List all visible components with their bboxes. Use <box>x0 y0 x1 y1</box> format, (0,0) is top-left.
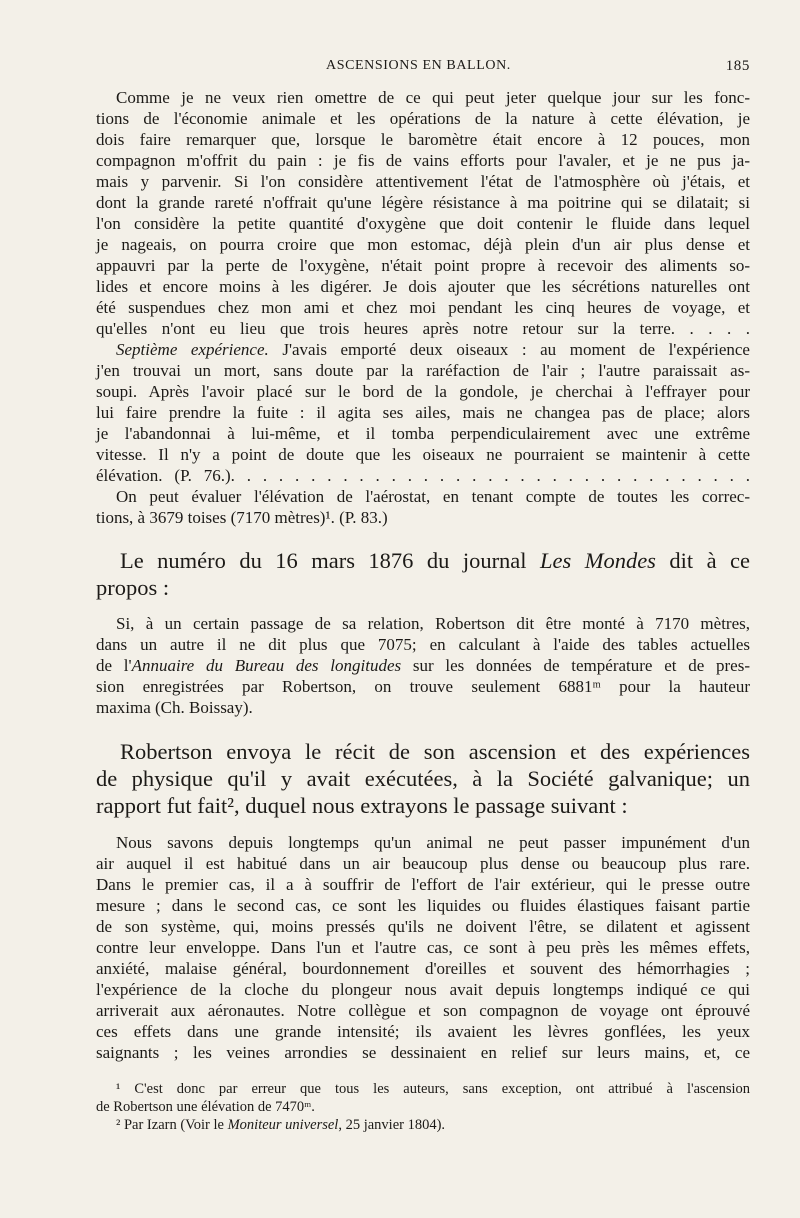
text-line: Robertson envoya le récit de son ascension et des expériences <box>120 739 750 764</box>
text-line: dois faire remarquer que, lorsque le baromètre était encore à 12 pouces, mon <box>96 130 750 149</box>
text-span: sur les données de température et de pres- <box>401 656 751 675</box>
text-line: lides et encore moins à les digérer. Je dois ajouter que les sécrétions naturelles ont <box>96 277 750 296</box>
text-line: vitesse. Il n'y a point de doute que les oiseaux ne pourraient se maintenir à cette <box>96 445 750 464</box>
experiment-title: Septième expérience. <box>116 340 269 359</box>
text-span: , 25 janvier 1804). <box>338 1117 446 1133</box>
text-line: l'expérience de la cloche du plongeur nous avait depuis longtemps indiqué ce qui <box>96 980 750 999</box>
text-span: ² Par Izarn (Voir le <box>116 1117 228 1133</box>
text-line: propos : <box>96 575 170 600</box>
text-line <box>96 547 750 574</box>
paragraph-1 <box>96 87 750 339</box>
text-line: élévation. (P. 76.). . . . . . . . . . . . . . . . . . . . . . . . . . . . . . . . . <box>96 466 750 485</box>
text-span: Le numéro du 16 mars 1876 du journal <box>120 548 540 573</box>
text-line: Comme je ne veux rien omettre de ce qui peut jeter quelque jour sur les fonc- <box>116 88 750 107</box>
text-line: arriverait aux aéronautes. Notre collègue et son compagnon de voyage ont éprouvé <box>96 1001 750 1020</box>
text-line: lui faire prendre la fuite : il agita ses ailes, mais ne changea pas de place; alors <box>96 403 750 422</box>
moniteur-title: Moniteur universel <box>227 1117 339 1133</box>
running-title: ASCENSIONS EN BALLON. <box>326 58 511 73</box>
text-line <box>96 655 750 676</box>
footnotes <box>96 1080 750 1134</box>
text-line: tions, à 3679 toises (7170 mètres)¹. (P. 83.) <box>96 508 388 527</box>
text-line: de physique qu'il y avait exécutées, à la Société galvanique; un <box>96 766 750 791</box>
text-line: Nous savons depuis longtemps qu'un animal ne peut passer impunément d'un <box>116 833 750 852</box>
footnote-1-cont: de Robertson une élévation de 7470ᵐ. <box>96 1099 315 1115</box>
text-line: rapport fut fait², duquel nous extrayons le passage suivant : <box>96 793 628 818</box>
footnote-2 <box>96 1116 750 1134</box>
text-line: soupi. Après l'avoir placé sur le bord de la gondole, je cherchai à l'effrayer pour <box>96 382 750 401</box>
text-line: sion enregistrées par Robertson, on trouve seulement 6881ᵐ pour la hauteur <box>96 677 750 696</box>
text-line: Dans le premier cas, il a à souffrir de l'effort de l'air extérieur, qui le presse outre <box>96 875 750 894</box>
text-line: été suspendues chez mon ami et chez moi pendant les cinq heures de voyage, et <box>96 298 750 317</box>
text-line: anxiété, malaise général, bourdonnement d'oreilles et souvent des hémorrhagies ; <box>96 959 750 978</box>
text-line: ces effets dans une grande intensité; ils avaient les lèvres gonflées, les yeux <box>96 1022 750 1041</box>
text-line: je l'abandonnai à lui-même, et il tomba perpendiculairement avec une extrême <box>96 424 750 443</box>
journal-title: Les Mondes <box>540 548 656 573</box>
paragraph-5 <box>96 832 750 1063</box>
text-line: dont la grande rareté n'offrait qu'une légère résistance à ma poitrine qui se dilatait; si <box>96 193 750 212</box>
text-line: tions de l'économie animale et les opérations de la nature à cette élévation, je <box>96 109 750 128</box>
text-line: air auquel il est habitué dans un air beaucoup plus dense ou beaucoup plus rare. <box>96 854 750 873</box>
text-line: On peut évaluer l'élévation de l'aérostat, en tenant compte de toutes les correc- <box>116 487 750 506</box>
text-line: j'en trouvai un mort, sans doute par la raréfaction de l'air ; l'autre paraissait as- <box>96 361 750 380</box>
text-line: qu'elles n'ont eu lieu que trois heures après notre retour sur la terre. . . . . <box>96 319 750 338</box>
running-header <box>96 58 750 80</box>
text-span: de l' <box>96 656 132 675</box>
large-paragraph-2 <box>96 738 750 819</box>
text-line: contre leur enveloppe. Dans l'un et l'autre cas, ce sont à peu près les mêmes effets, <box>96 938 750 957</box>
page-number: 185 <box>725 58 750 74</box>
footnote-1: ¹ C'est donc par erreur que tous les auteurs, sans exception, ont attribué à l'ascension <box>116 1081 750 1097</box>
annuaire-title: Annuaire du Bureau des longitudes <box>131 656 402 675</box>
text-line: appauvri par la perte de l'oxygène, n'était point propre à recevoir des aliments so- <box>96 256 750 275</box>
paragraph-2 <box>96 339 750 486</box>
paragraph-4 <box>96 613 750 718</box>
text-line: mais y parvenir. Si l'on considère attentivement l'état de l'atmosphère où j'étais, et <box>96 172 750 191</box>
text-line: dans un autre il ne dit plus que 7075; en calculant à l'aide des tables actuelles <box>96 635 750 654</box>
text-line: mesure ; dans le second cas, ce sont les liquides ou fluides élastiques faisant partie <box>96 896 750 915</box>
text-line: saignants ; les veines arrondies se dessinaient en relief sur leurs mains, et, ce <box>96 1043 750 1062</box>
text-line: de son système, qui, moins pressés qu'ils ne doivent l'être, se dilatent et agissent <box>96 917 750 936</box>
paragraph-3 <box>96 486 750 528</box>
text-line: Si, à un certain passage de sa relation, Robertson dit être monté à 7170 mètres, <box>116 614 750 633</box>
text-line: maxima (Ch. Boissay). <box>96 698 253 717</box>
text-line: compagnon m'offrit du pain : je fis de vains efforts pour l'avaler, et je ne pus ja- <box>96 151 750 170</box>
text-span: dit à ce <box>655 548 750 573</box>
text-line <box>96 339 750 360</box>
text-span: J'avais emporté deux oiseaux : au moment de l'expérience <box>268 340 750 359</box>
text-line: l'on considère la petite quantité d'oxygène que doit contenir le fluide dans lequel <box>96 214 750 233</box>
text-line: je nageais, on pourra croire que mon estomac, déjà plein d'un air plus dense et <box>96 235 750 254</box>
large-paragraph-1 <box>96 547 750 601</box>
